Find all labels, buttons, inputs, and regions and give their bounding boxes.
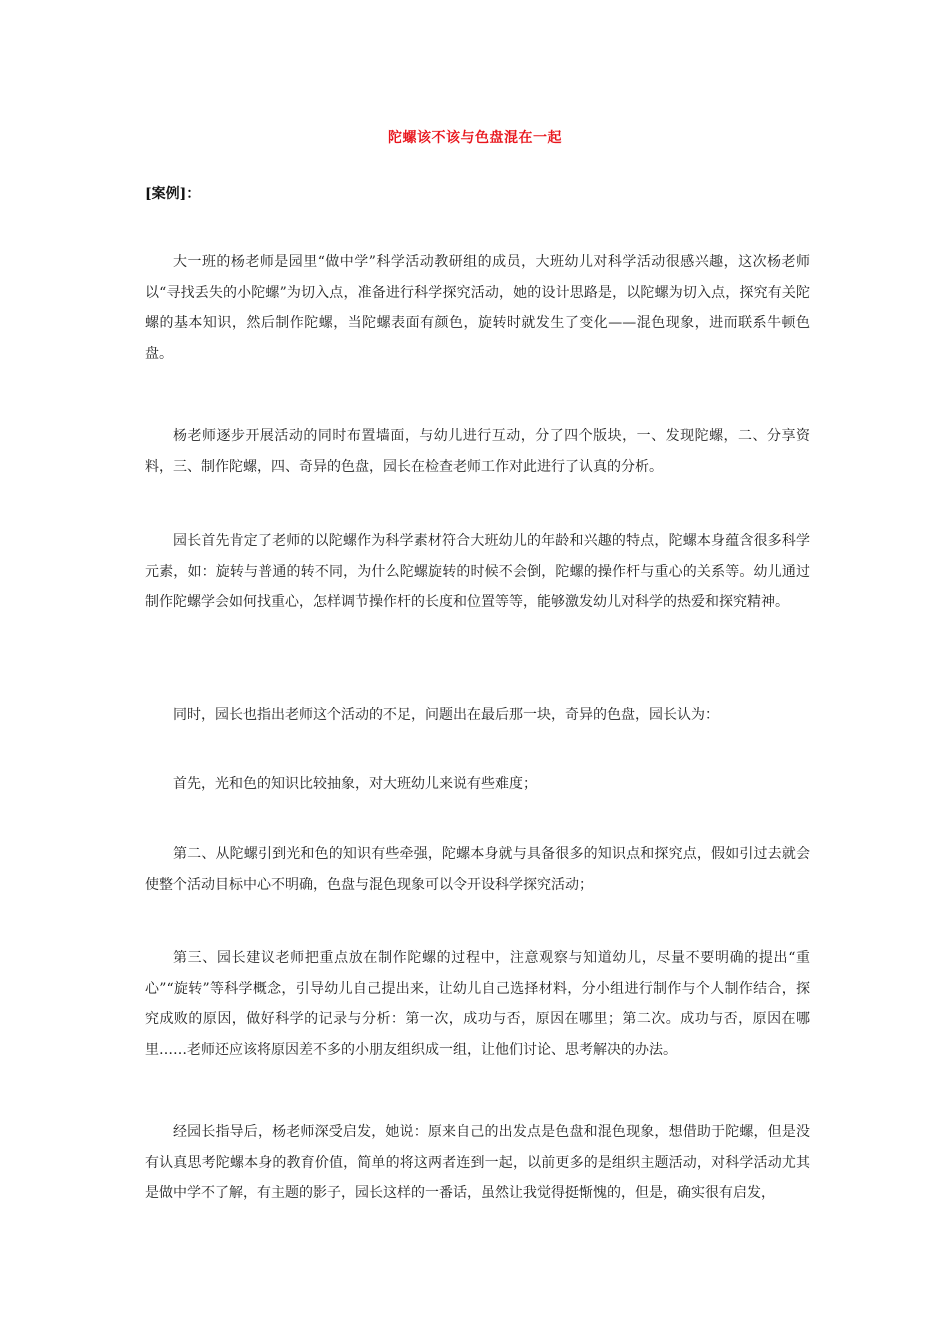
paragraph-5: 首先，光和色的知识比较抽象，对大班幼儿来说有些难度；	[173, 776, 537, 792]
paragraph-1: 大一班的杨老师是园里“做中学”科学活动教研组的成员，大班幼儿对科学活动很感兴趣，这次杨老师以“寻找丢失的小陀螺”为切入点，准备进行科学探究活动，她的设计思路是，以陀螺为切入点，探究有关陀螺的基本知识，然后制作陀螺，当陀螺表面有颜色，旋转时就发生了变化——混色现象，进而联系牛顿色盘。	[145, 254, 810, 362]
paragraph-4: 同时，园长也指出老师这个活动的不足，问题出在最后那一块，奇异的色盘，园长认为：	[173, 707, 719, 723]
paragraph-2: 杨老师逐步开展活动的同时布置墙面，与幼儿进行互动，分了四个版块，一、发现陀螺，二、分享资料，三、制作陀螺，四、奇异的色盘，园长在检查老师工作对此进行了认真的分析。	[145, 428, 810, 475]
paragraph-6: 第二、从陀螺引到光和色的知识有些牵强，陀螺本身就与具备很多的知识点和探究点，假如引过去就会使整个活动目标中心不明确，色盘与混色现象可以令开设科学探究活动；	[145, 846, 810, 893]
section-label: [案例]：	[145, 186, 201, 202]
paragraph-8: 经园长指导后，杨老师深受启发，她说：原来自己的出发点是色盘和混色现象，想借助于陀螺，但是没有认真思考陀螺本身的教育价值，简单的将这两者连到一起，以前更多的是组织主题活动，对科学活动尤其是做中学不了解，有主题的影子，园长这样的一番话，虽然让我觉得挺惭愧的，但是，确实很有启发，	[145, 1124, 810, 1201]
document-title: 陀螺该不该与色盘混在一起	[388, 130, 562, 146]
paragraph-7: 第三、园长建议老师把重点放在制作陀螺的过程中，注意观察与知道幼儿，尽量不要明确的提出“重心”“旋转”等科学概念，引导幼儿自己提出来，让幼儿自己选择材料，分小组进行制作与个人制作结合，探究成败的原因，做好科学的记录与分析：第一次，成功与否，原因在哪里；第二次。成功与否，原因在哪里……老师还应该将原因差不多的小朋友组织成一组，让他们讨论、思考解决的办法。	[145, 950, 810, 1058]
paragraph-3: 园长首先肯定了老师的以陀螺作为科学素材符合大班幼儿的年龄和兴趣的特点，陀螺本身蕴含很多科学元素，如：旋转与普通的转不同，为什么陀螺旋转的时候不会倒，陀螺的操作杆与重心的关系等。幼儿通过制作陀螺学会如何找重心，怎样调节操作杆的长度和位置等等，能够激发幼儿对科学的热爱和探究精神。	[145, 533, 810, 610]
